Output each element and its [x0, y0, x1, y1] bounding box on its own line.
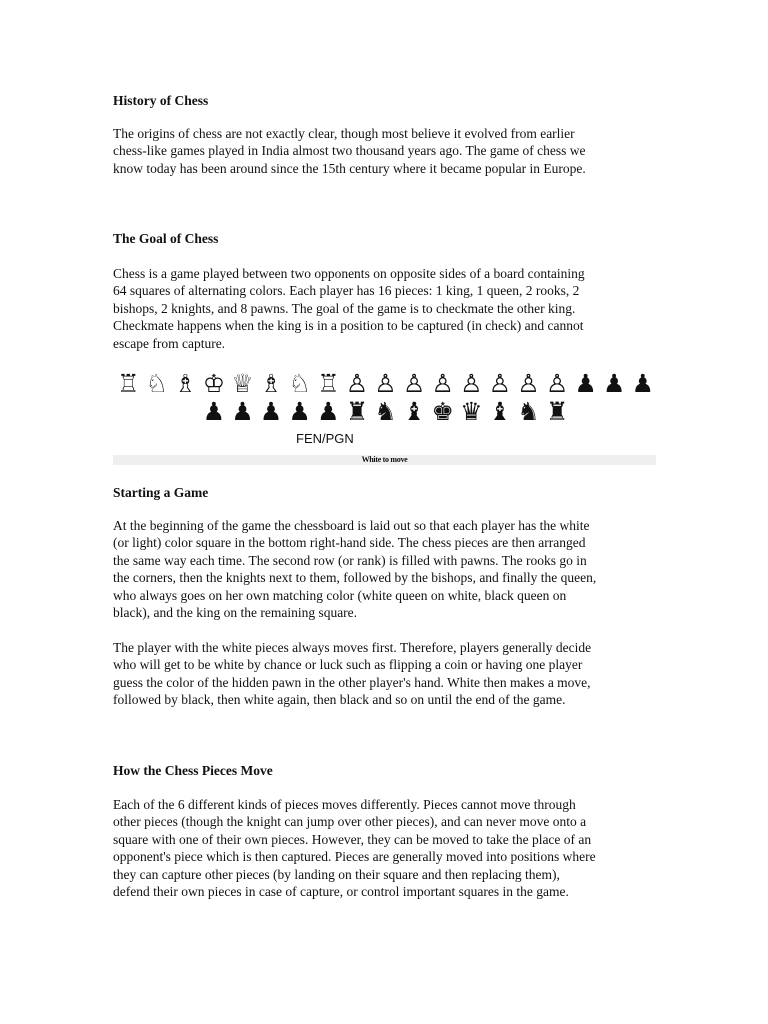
- to-move-label: White to move: [361, 455, 408, 464]
- chess-piece-icon: ♙: [545, 369, 569, 398]
- text-line: defend their own pieces in case of capture, or control important squares in the game.: [113, 884, 569, 900]
- chess-piece-icon: ♟: [202, 397, 226, 426]
- text-line: know today has been around since the 15th century where it became popular in Europe.: [113, 160, 586, 176]
- chess-piece-icon: ♕: [231, 369, 254, 398]
- chess-piece-icon: ♟: [317, 397, 340, 426]
- text-line: Each of the 6 different kinds of pieces moves differently. Pieces cannot move through: [113, 797, 576, 812]
- chess-piece-icon: ♟: [288, 397, 311, 426]
- moves-paragraph: [113, 796, 658, 900]
- text-line: (or light) color square in the bottom right-hand side. The chess pieces are then arranged: [113, 535, 586, 551]
- chess-piece-icon: ♞: [374, 397, 397, 426]
- text-line: The origins of chess are not exactly clear, though most believe it evolved from earlier: [113, 126, 575, 141]
- text-line: guess the color of the hidden pawn in the other player's hand. White then makes a move,: [113, 674, 591, 690]
- chess-piece-icon: ♟: [259, 397, 283, 426]
- chess-piece-icon: ♜: [545, 397, 569, 426]
- starting-heading: Starting a Game: [113, 485, 209, 500]
- chess-piece-icon: ♝: [402, 397, 426, 426]
- text-line: black), and the king on the remaining square.: [113, 605, 358, 621]
- text-line: followed by black, then white again, then black and so on until the end of the game.: [113, 692, 566, 708]
- text-line: square with one of their own pieces. However, they can be moved to take the place of an: [113, 831, 592, 847]
- history-heading: History of Chess: [113, 93, 209, 108]
- text-line: escape from capture.: [113, 335, 226, 351]
- chess-piece-icon: ♔: [202, 369, 226, 398]
- text-line: who always goes on her own matching color (white queen on white, black queen on: [113, 587, 567, 603]
- chess-piece-icon: ♛: [460, 397, 483, 426]
- chess-piece-icon: ♗: [259, 369, 283, 398]
- chess-piece-icon: ♙: [488, 369, 512, 398]
- text-line: other pieces (though the knight can jump over other pieces), and can never move onto a: [113, 814, 587, 830]
- text-line: the corners, then the knights next to them, followed by the bishops, and finally the queen,: [113, 570, 597, 586]
- text-line: chess-like games played in India almost two thousand years ago. The game of chess we: [113, 143, 586, 159]
- text-line: opponent's piece which is then captured. Pieces are generally moved into positions where: [113, 849, 596, 865]
- chess-piece-icon: ♞: [517, 397, 540, 426]
- chess-piece-icon: ♚: [431, 397, 454, 426]
- chess-pieces-row-2: [113, 396, 658, 428]
- chess-piece-icon: ♟: [574, 369, 597, 398]
- moves-heading: How the Chess Pieces Move: [113, 763, 273, 778]
- chess-piece-icon: ♙: [402, 369, 426, 398]
- chess-piece-icon: ♙: [431, 369, 454, 398]
- chess-piece-icon: ♙: [517, 369, 540, 398]
- text-line: Chess is a game played between two opponents on opposite sides of a board containing: [113, 266, 585, 281]
- chess-piece-icon: ♗: [174, 369, 197, 398]
- fen-pgn-label: FEN/PGN: [296, 431, 354, 446]
- chess-piece-icon: ♝: [488, 397, 512, 426]
- text-line: 64 squares of alternating colors. Each player has 16 pieces: 1 king, 1 queen, 2 rooks, 2: [113, 283, 580, 299]
- text-line: bishops, 2 knights, and 8 pawns. The goal of the game is to checkmate the other king.: [113, 300, 576, 316]
- chess-piece-icon: ♙: [345, 369, 369, 398]
- goal-heading: The Goal of Chess: [113, 231, 219, 246]
- starting-paragraph-2: [113, 639, 658, 709]
- goal-paragraph: [113, 265, 658, 352]
- text-line: the same way each time. The second row (or rank) is filled with pawns. The rooks go in: [113, 552, 587, 568]
- chess-piece-icon: ♙: [374, 369, 397, 398]
- starting-paragraph-1: [113, 517, 658, 621]
- chess-piece-icon: ♘: [145, 369, 168, 398]
- text-line: they can capture other pieces (by landing on their square and then replacing them),: [113, 866, 560, 882]
- history-paragraph: [113, 125, 658, 177]
- chess-piece-icon: ♖: [116, 369, 140, 398]
- chess-piece-icon: ♘: [288, 369, 311, 398]
- text-line: Checkmate happens when the king is in a position to be captured (in check) and cannot: [113, 318, 584, 334]
- chess-piece-icon: ♟: [631, 369, 655, 398]
- chess-piece-icon: ♖: [317, 369, 340, 398]
- text-line: At the beginning of the game the chessboard is laid out so that each player has the white: [113, 518, 590, 533]
- chess-piece-icon: ♙: [460, 369, 483, 398]
- text-line: The player with the white pieces always moves first. Therefore, players generally decide: [113, 640, 592, 655]
- chess-piece-icon: ♟: [231, 397, 254, 426]
- chess-piece-icon: ♟: [603, 369, 626, 398]
- text-line: who will get to be white by chance or luck such as flipping a coin or having one player: [113, 657, 583, 673]
- chess-piece-icon: ♜: [345, 397, 369, 426]
